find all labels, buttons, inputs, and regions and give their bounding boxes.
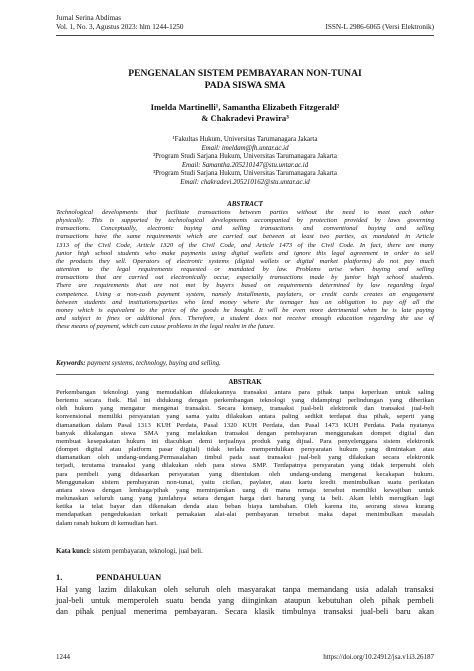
abstract-line: transactions have the same requirements which are carried out between at least two parties, as mandated in Article — [56, 233, 434, 241]
section-body — [56, 584, 434, 617]
page-footer — [56, 653, 434, 661]
affiliations — [56, 136, 434, 188]
doi-link[interactable]: https://doi.org/10.24912/jsa.v1i3.26187 — [323, 653, 434, 661]
abstract-line: transactions. Conceptually, electronic buying and selling transactions and conventional buying and selling — [56, 225, 434, 233]
abstract-line: competence. Using a non-cash payment system, namely installments, paylaters, or credit cards creates an engagement — [56, 290, 434, 298]
authors-line-2: & Chakradevi Prawira³ — [201, 113, 289, 123]
abstract-line: 1313 of the Civil Code, Article 1320 of the Civil Code, and Article 1473 of the Civil Code. In fact, there are many — [56, 241, 434, 249]
abstrak-heading: ABSTRAK — [228, 379, 262, 386]
paper-title — [56, 68, 434, 92]
abstract-line: junior high school students who make payments using digital wallets and ignore this legal agreement in order to sell — [56, 249, 434, 257]
keywords-value: payment systems, technology, buying and selling. — [87, 360, 221, 367]
abstract-heading: ABSTRACT — [227, 200, 263, 208]
abstract-indonesian — [56, 389, 434, 528]
abstrak-line: membuat kesepakatan hukum ini diacuhkan demi terjualnya produk yang dijual. Para penyelenggara sistem elektronik — [56, 437, 434, 445]
abstrak-line: antara siswa dengan lembaga/pihak yang meminjamkan uang di mana remaja tersebut memiliki kewajiban untuk — [56, 486, 434, 494]
section-heading — [56, 573, 161, 582]
abstract-line: between students and institutions/parties who lend money where the teenager has an obligation to pay off all the — [56, 298, 434, 306]
journal-issn: ISSN-L 2986-6065 (Versi Elektronik) — [325, 23, 434, 31]
abstrak-line: oleh hukum yang mengatur mengenai transaksi. Secara konsep, transaksi jual-beli elektronik dan transaksi jual-beli — [56, 405, 434, 413]
journal-name: Jurnal Serina Abdimas — [56, 14, 122, 22]
abstrak-line: Perkembangan teknologi yang memudahkan dilakukannya transaksi antara para pihak tanpa keperluan untuk saling — [56, 389, 434, 396]
journal-volume: Vol. 1, No. 3, Agustus 2023: hlm 1244-1250 — [56, 23, 184, 31]
abstrak-line: bertemu secara fisik. Hal ini didukung dengan perkembangan teknologi yang didampingi perlindungan yang diberikan — [56, 397, 434, 405]
abstrak-line: banyak dikalangan siswa SMA yang melakukan transaksi dengan pembayaran menggunakan dompet digital dan — [56, 429, 434, 437]
abstrak-line: terjadi, terutama transaksi yang dilakukan oleh para siswa SMP. Terdapatnya persyaratan yang tidak terpenuhi oleh — [56, 462, 434, 470]
keywords-indonesian — [56, 548, 434, 555]
abstract-line: Technological developments that facilitate transactions between parties without the need to meet each other — [56, 209, 434, 216]
abstract-line: the products they sell. Operators of electronic systems (digital wallets or digital market platforms) do not pay much — [56, 257, 434, 265]
page-number: 1244 — [56, 653, 70, 661]
abstract-line: these means of payment, which can cause problems in the legal realm in the future. — [56, 323, 276, 331]
abstract-line: attention to the legal requirements requested or mandated by law. Problems arise when buying and selling — [56, 266, 434, 274]
abstrak-line: melunaskan seluruh uang yang jumlahnya setara dengan harga dari barang yang ia beli. Akan lebih merugikan lagi — [56, 495, 434, 503]
affiliation-2-email: Email: Samantha.205210147@stu.untar.ac.id — [181, 161, 309, 169]
affiliation-1: ¹Fakultas Hukum, Universitas Tarumanagara Jakarta — [172, 136, 318, 143]
section-number: 1. — [56, 573, 63, 582]
body-line: Hal yang lazim dilakukan oleh seluruh oleh masyarakat tanpa memandang usia adalah transaksi — [56, 585, 434, 594]
affiliation-1-email: Email: imeldam@fh.untar.ac.id — [201, 144, 289, 152]
abstract-english — [56, 209, 434, 331]
section-title: PENDAHULUAN — [96, 573, 162, 582]
abstrak-line: ketika ia telat bayar dan dikenakan denda atau beban biaya tambahan. Oleh karena itu, seorang siswa kurang — [56, 503, 434, 511]
affiliation-3-email: Email: chakradevi.205210162@stu.untar.ac.id — [180, 178, 310, 186]
body-line: dan pihak penjual menerima pembayaran. Secara klasik timbulnya transaksi jual-beli baru akan — [56, 607, 434, 616]
abstract-divider — [56, 374, 434, 375]
authors-line-1: Imelda Martinelli¹, Samantha Elizabeth Fitzgerald² — [150, 102, 340, 112]
abstrak-line: Menggunakan sistem pembayaran non-tunai, yaitu cicilan, paylater, atau kartu kredit menimbulkan suatu perikatan — [56, 478, 434, 486]
header-divider — [56, 35, 434, 36]
author-list — [56, 102, 434, 124]
title-line-1: PENGENALAN SISTEM PEMBAYARAN NON-TUNAI — [128, 68, 362, 79]
keywords-label: Keywords — [56, 360, 84, 367]
abstract-line: and subject to fines or additional fees. Therefore, a student does not receive enough education regarding the use of — [56, 315, 434, 323]
abstract-line: transactions that are carried out electronically occur, especially transactions made by junior high school students. — [56, 274, 434, 282]
abstrak-line: diamanatkan oleh undang-undang.Permasalahan timbul pada saat transaksi jual-beli yang dilakukan secara elektronik — [56, 454, 434, 462]
title-line-2: PADA SISWA SMA — [204, 80, 286, 91]
abstrak-line: diamanatkan dalam Pasal 1313 KUH Perdata, Pasal 1320 KUH Perdata, dan Pasal 1473 KUH Perdata. Pada nyatanya — [56, 421, 434, 429]
affiliation-3: ³Program Studi Sarjana Hukum, Universitas Tarumanagara Jakarta — [153, 170, 337, 178]
body-line: jual-beli untuk memperoleh suatu benda yang diinginkan ataupun kebutuhan oleh pihak pembeli — [56, 596, 434, 605]
running-header — [56, 14, 434, 32]
abstract-line: There are requirements that are not met by buyers based on requirements determined by law regarding legal — [56, 282, 434, 290]
kata-kunci-value: sistem pembayaran, teknologi, jual beli. — [92, 548, 203, 555]
abstrak-line: (dompet digital atau platform pasar digital) tidak terlalu memperdulikan persyaratan hukum yang dimintakan atau — [56, 446, 434, 454]
abstrak-line: konvensional memiliki persyaratan yang sama yaitu dilakukan antara paling sedikit terdapat dua pihak, seperti yang — [56, 413, 434, 421]
abstrak-line: mendapatkan pengedukasian terkait pemakaian alat-alat pembayaran tersebut maka dapat menimbulkan masalah — [56, 511, 434, 519]
abstrak-line: para pembeli yang didasarkan persyaratan yang ditentukan oleh undang-undang mengenai kecakapan hukum. — [56, 470, 434, 478]
affiliation-2: ²Program Studi Sarjana Hukum, Universitas Tarumanagara Jakarta — [153, 153, 337, 161]
abstrak-line: dalam ranah hukum di kemudian hari. — [56, 519, 158, 527]
abstract-line: money which is equivalent to the price of the goods he bought. It will be even more detrimental when he is late paying — [56, 306, 434, 314]
keywords-english: Keywords: payment systems, technology, buying and selling. — [56, 360, 221, 367]
kata-kunci-label: Kata kunci: — [56, 548, 92, 555]
abstract-line: physically. This is supported by technological developments accompanied by protection provided by laws governing — [56, 217, 434, 225]
